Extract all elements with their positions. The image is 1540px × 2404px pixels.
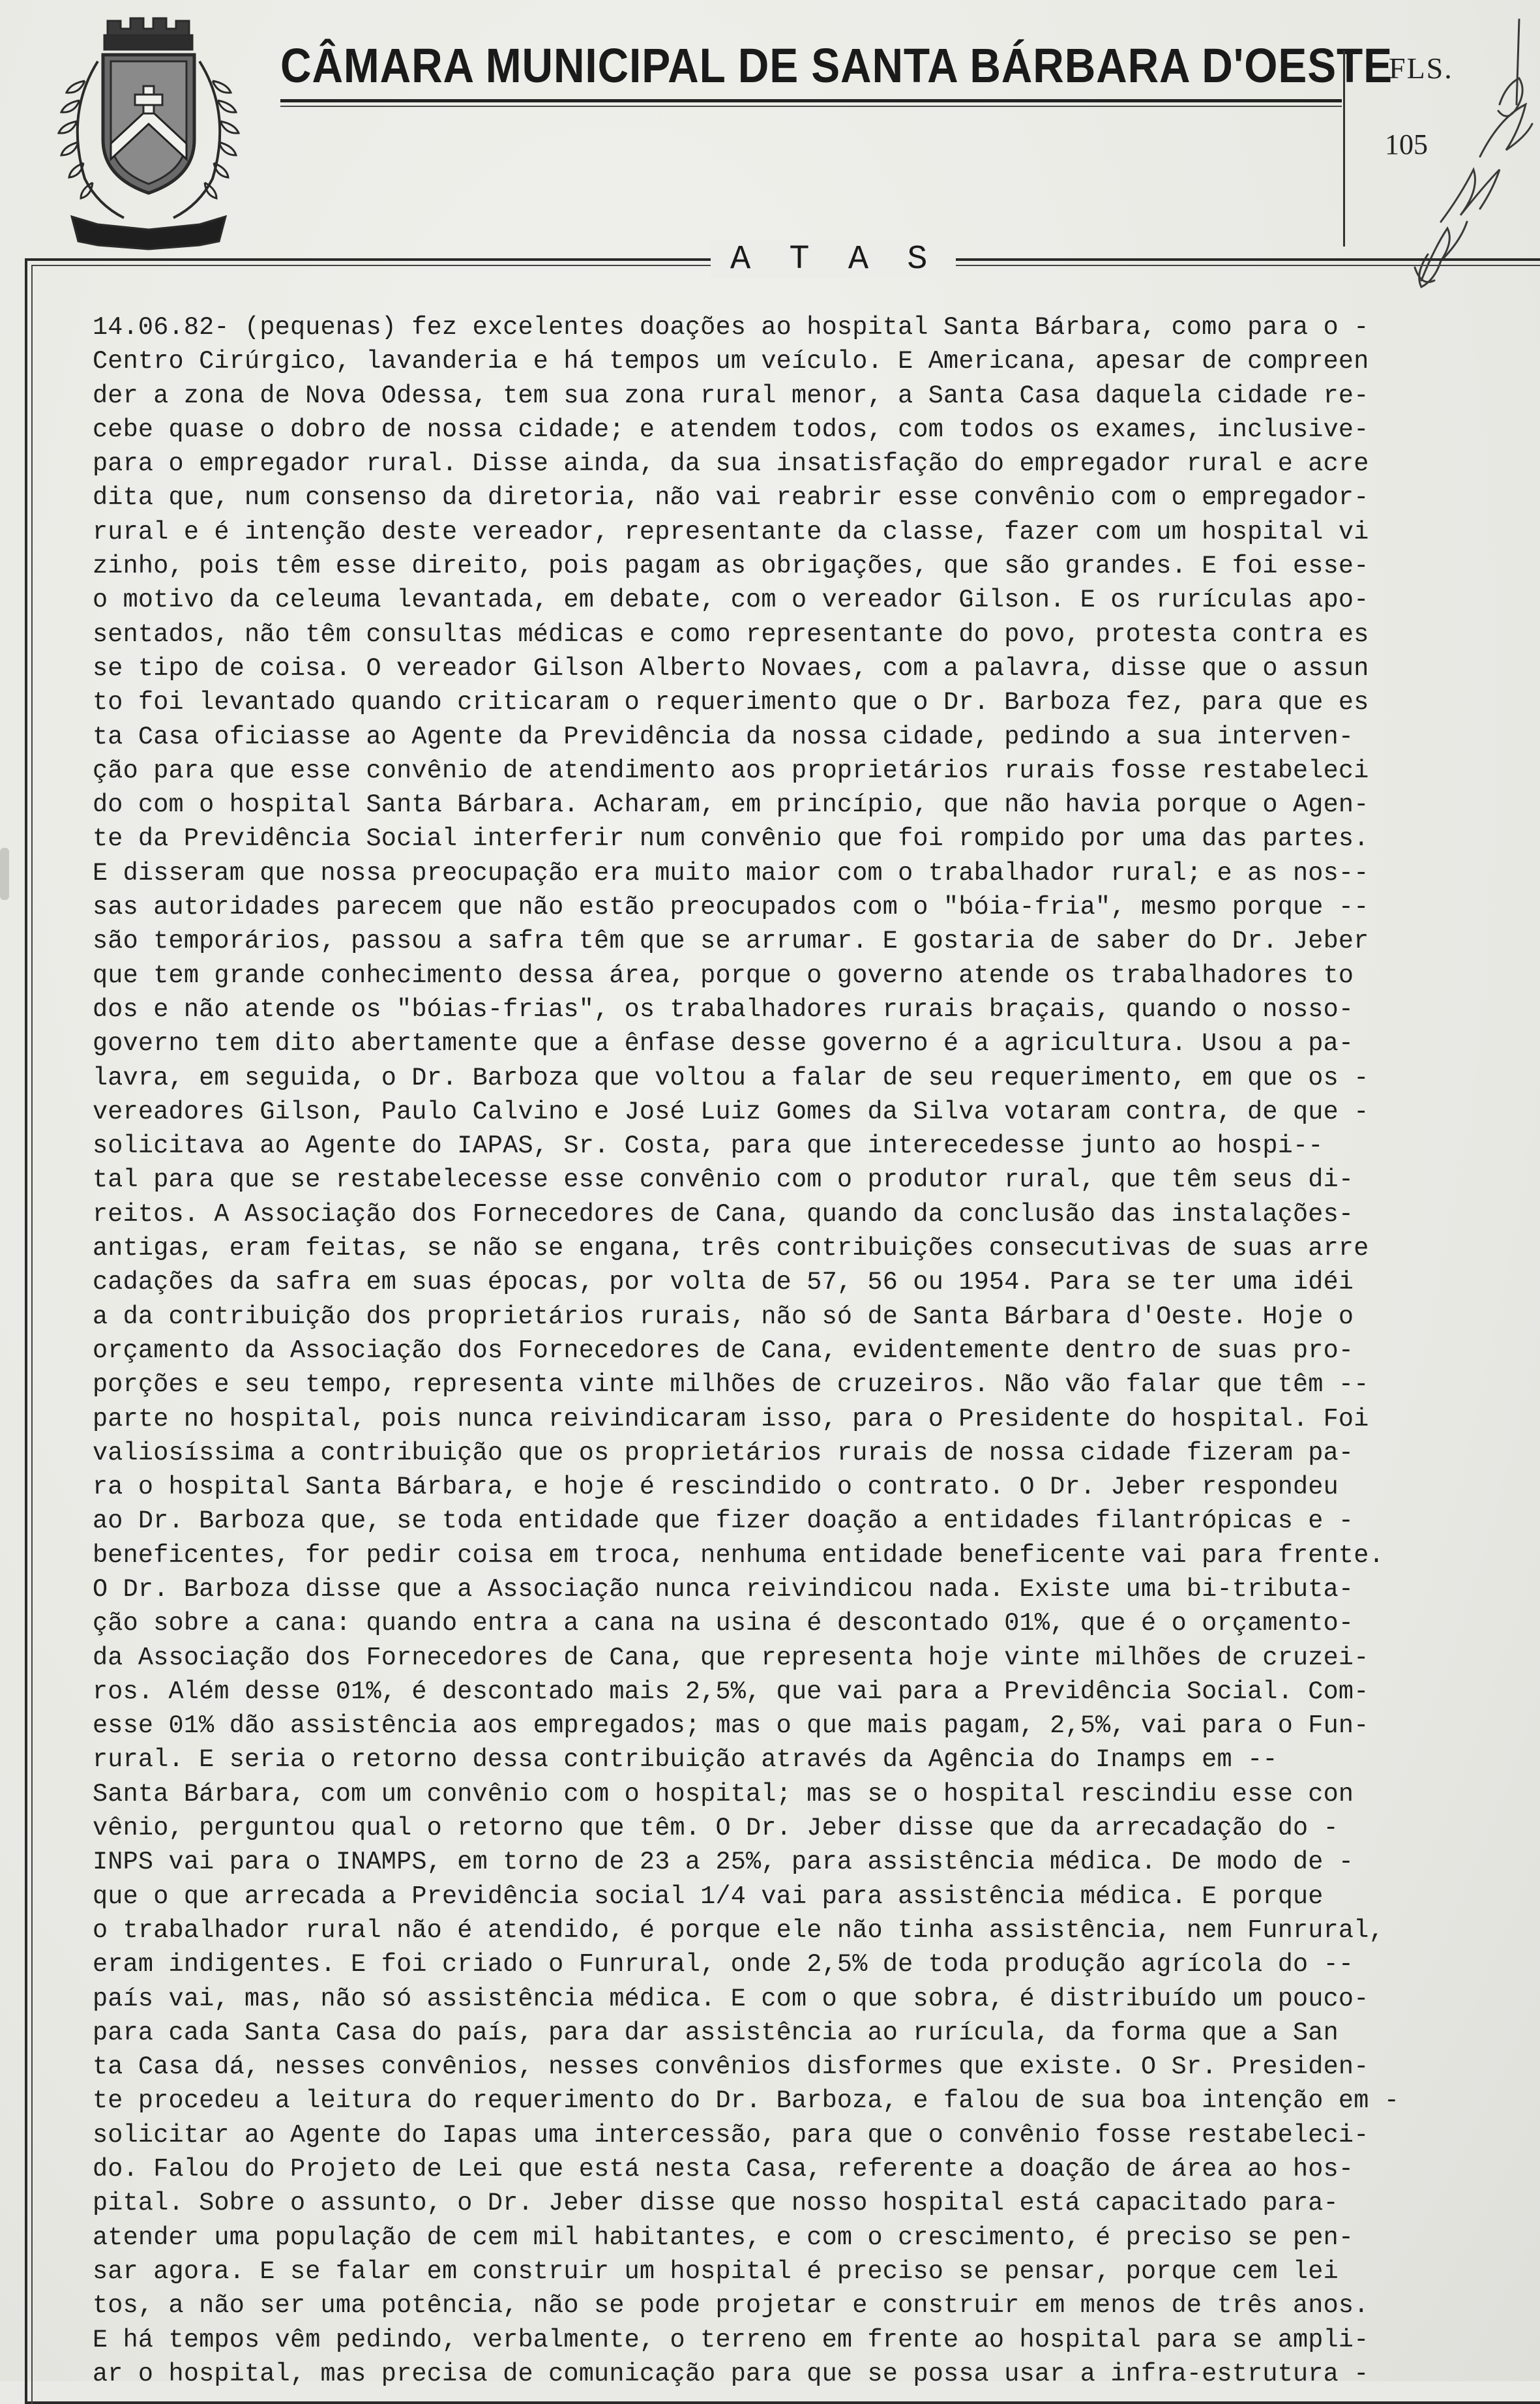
text-line: antigas, eram feitas, se não se engana, três contribuições consecutivas de suas arre [93,1234,1369,1263]
text-line: sentados, não têm consultas médicas e como representante do povo, protesta contra es [93,620,1369,649]
text-line: Santa Bárbara, com um convênio com o hospital; mas se o hospital rescindiu esse con [93,1779,1354,1809]
header-rule [280,99,1342,102]
section-title: A T A S [711,240,956,278]
text-line: dos e não atende os "bóias-frias", os trabalhadores rurais braçais, quando o nosso- [93,995,1354,1024]
text-line: beneficentes, for pedir coisa em troca, nenhuma entidade beneficente vai para frente. [93,1540,1384,1570]
text-line: ra o hospital Santa Bárbara, e hoje é rescindido o contrato. O Dr. Jeber respondeu [93,1473,1339,1502]
text-line: te procedeu a leitura do requerimento do Dr. Barboza, e falou de sua boa intenção em - [93,2086,1400,2116]
minutes-text [93,310,1481,2391]
text-line: dita que, num consenso da diretoria, não vai reabrir esse convênio com o empregador- [93,483,1369,513]
text-line: ar o hospital, mas precisa de comunicação para que se possa usar a infra-estrutura - [93,2359,1369,2388]
text-line: porções e seu tempo, representa vinte milhões de cruzeiros. Não vão falar que têm -- [93,1370,1369,1400]
text-line: país vai, mas, não só assistência médica. E com o que sobra, é distribuído um pouco- [93,1984,1369,2013]
text-line: 14.06.82- (pequenas) fez excelentes doações ao hospital Santa Bárbara, como para o - [93,313,1369,342]
chamber-name-heading: CÂMARA MUNICIPAL DE SANTA BÁRBARA D'OESTE [280,38,1393,93]
text-line: para o empregador rural. Disse ainda, da sua insatisfação do empregador rural e acre [93,449,1369,479]
text-line: cadações da safra em suas épocas, por volta de 57, 56 ou 1954. Para se ter uma idéi [93,1268,1354,1297]
text-line: te da Previdência Social interferir num convênio que foi rompido por uma das partes. [93,824,1369,854]
page-edge-mark [0,848,9,900]
text-line: solicitar ao Agente do Iapas uma intercessão, para que o convênio fosse restabeleci- [93,2120,1369,2150]
text-line: ção sobre a cana: quando entra a cana na usina é descontado 01%, que é o orçamento- [93,1609,1354,1638]
text-line: sas autoridades parecem que não estão preocupados com o "bóia-fria", mesmo porque -- [93,893,1369,922]
text-line: E disseram que nossa preocupação era muito maior com o trabalhador rural; e as nos-- [93,858,1369,888]
text-line: valiosíssima a contribuição que os proprietários rurais de nossa cidade fizeram pa- [93,1438,1354,1467]
text-line: pital. Sobre o assunto, o Dr. Jeber disse que nosso hospital está capacitado para- [93,2189,1339,2218]
text-line: tos, a não ser uma potência, não se pode projetar e construir em menos de três anos. [93,2291,1369,2321]
text-line: eram indigentes. E foi criado o Funrural, onde 2,5% de toda produção agrícola do -- [93,1950,1354,1979]
text-line: rural e é intenção deste vereador, representante da classe, fazer com um hospital vi [93,517,1369,547]
text-line: sar agora. E se falar em construir um hospital é preciso se pensar, porque cem lei [93,2257,1339,2286]
text-line: ros. Além desse 01%, é descontado mais 2,5%, que vai para a Previdência Social. Com- [93,1677,1369,1706]
text-line: solicitava ao Agente do IAPAS, Sr. Costa, para que interecedesse junto ao hospi-- [93,1132,1324,1161]
text-line: da Associação dos Fornecedores de Cana, que representa hoje vinte milhões de cruzei- [93,1643,1369,1672]
text-line: E há tempos vêm pedindo, verbalmente, o terreno em frente ao hospital para se ampli- [93,2325,1369,2354]
text-line: to foi levantado quando criticaram o requerimento que o Dr. Barboza fez, para que es [93,688,1369,717]
text-line: do. Falou do Projeto de Lei que está nesta Casa, referente a doação de área ao hos- [93,2155,1354,2184]
text-line: INPS vai para o INAMPS, em torno de 23 a 25%, para assistência médica. De modo de - [93,1848,1354,1877]
text-line: ção para que esse convênio de atendimento aos proprietários rurais fosse restabeleci [93,756,1369,785]
text-line: orçamento da Associação dos Fornecedores de Cana, evidentemente dentro de suas pro- [93,1336,1354,1365]
text-line: parte no hospital, pois nunca reivindicaram isso, para o Presidente do hospital. Foi [93,1404,1369,1434]
text-line: tal para que se restabelecesse esse convênio com o produtor rural, que têm seus di- [93,1165,1354,1195]
fls-label: FLS. [1389,52,1453,85]
text-line: cebe quase o dobro de nossa cidade; e atendem todos, com todos os exames, inclusive- [93,415,1369,444]
text-line: ta Casa oficiasse ao Agente da Previdência da nossa cidade, pedindo a sua interven- [93,722,1354,751]
text-line: a da contribuição dos proprietários rurais, não só de Santa Bárbara d'Oeste. Hoje o [93,1302,1354,1331]
text-line: Centro Cirúrgico, lavanderia e há tempos um veículo. E Americana, apesar de compreen [93,347,1369,376]
header-rule-thin [280,106,1342,107]
text-line: der a zona de Nova Odessa, tem sua zona rural menor, a Santa Casa daquela cidade re- [93,381,1369,410]
page-number-divider [1343,51,1345,247]
text-line: ao Dr. Barboza que, se toda entidade que fizer doação a entidades filantrópicas e - [93,1507,1354,1536]
text-line: O Dr. Barboza disse que a Associação nunca reivindicou nada. Existe uma bi-tributa- [93,1574,1354,1604]
text-line: vereadores Gilson, Paulo Calvino e José Luiz Gomes da Silva votaram contra, de que - [93,1097,1369,1126]
text-line: vênio, perguntou qual o retorno que têm. O Dr. Jeber disse que da arrecadação do - [93,1814,1339,1843]
text-line: ta Casa dá, nesses convênios, nesses convênios disformes que existe. O Sr. Presiden- [93,2052,1369,2082]
text-line: que o que arrecada a Previdência social 1/4 vai para assistência médica. E porque [93,1882,1324,1911]
text-line: zinho, pois têm esse direito, pois pagam as obrigações, que são grandes. E foi esse- [93,552,1369,581]
text-line: reitos. A Associação dos Fornecedores de Cana, quando da conclusão das instalações- [93,1199,1354,1229]
text-line: atender uma população de cem mil habitantes, e com o crescimento, é preciso se pen- [93,2223,1354,2252]
municipal-coat-of-arms [46,9,248,257]
text-line: para cada Santa Casa do país, para dar assistência ao rurícula, da forma que a San [93,2018,1339,2047]
text-line: governo tem dito abertamente que a ênfase desse governo é a agricultura. Usou a pa- [93,1029,1354,1059]
handwritten-signature [1402,7,1540,293]
text-line: o motivo da celeuma levantada, em debate, com o vereador Gilson. E os rurículas apo- [93,586,1369,615]
text-line: o trabalhador rural não é atendido, é porque ele não tinha assistência, nem Funrural, [93,1916,1384,1945]
page-number: 105 [1385,128,1428,160]
text-line: esse 01% dão assistência aos empregados; mas o que mais pagam, 2,5%, vai para o Fun- [93,1711,1369,1741]
text-line: se tipo de coisa. O vereador Gilson Alberto Novaes, com a palavra, disse que o assun [93,654,1369,683]
text-line: lavra, em seguida, o Dr. Barboza que voltou a falar de seu requerimento, em que os - [93,1063,1369,1092]
text-line: do com o hospital Santa Bárbara. Acharam, em princípio, que não havia porque o Agen- [93,790,1369,820]
text-line: são temporários, passou a safra têm que se arrumar. E gostaria de saber do Dr. Jeber [93,927,1369,956]
text-line: rural. E seria o retorno dessa contribuição através da Agência do Inamps em -- [93,1745,1278,1775]
text-line: que tem grande conhecimento dessa área, porque o governo atende os trabalhadores to [93,961,1354,990]
